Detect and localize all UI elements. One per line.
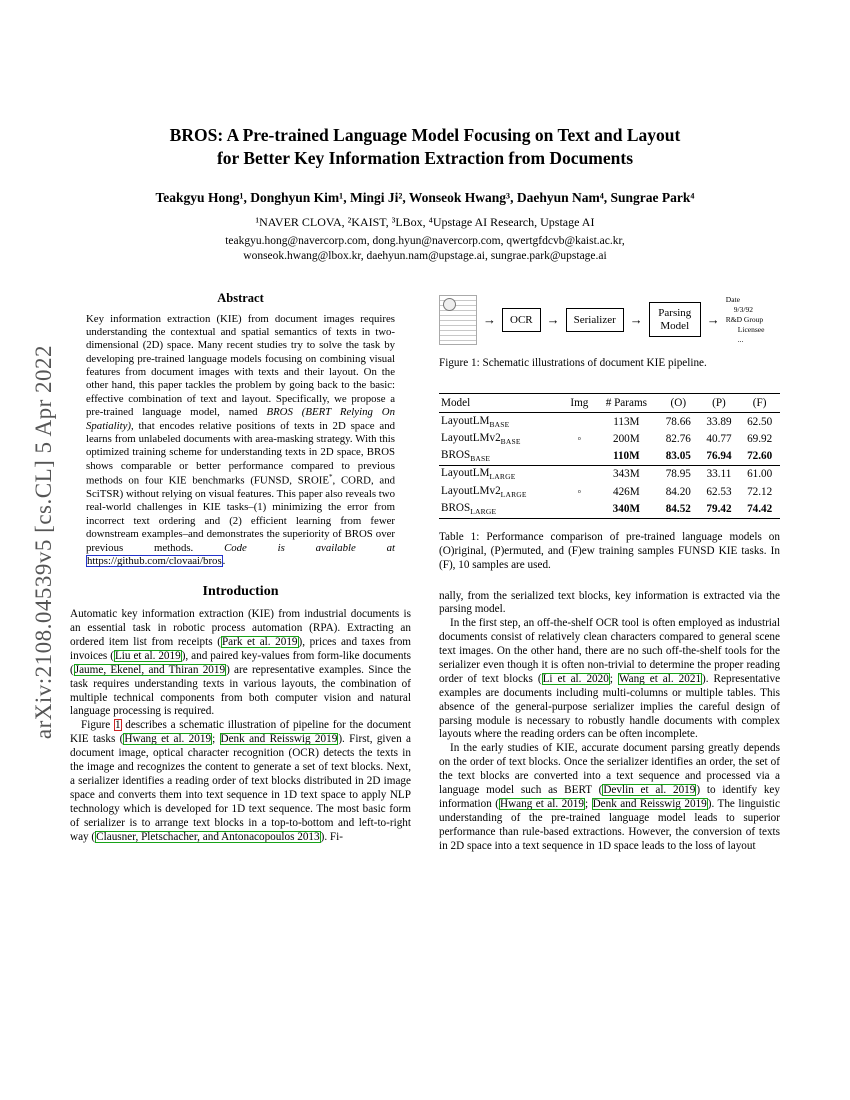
paper-header <box>0 0 850 265</box>
citation-link[interactable]: Hwang et al. 2019 <box>500 797 584 810</box>
two-column-body <box>0 265 850 854</box>
table-row <box>439 483 780 500</box>
text-segment: ). The linguistic understanding of the pre-trained language model leads to superior performance than rule-based extractions. However, the conversion of texts in 2D space into a text sequence in 1D space leads to the loss of layout <box>439 797 780 852</box>
paper-title <box>0 124 850 170</box>
citation-link[interactable]: Wang et al. 2021 <box>618 672 702 685</box>
table-row <box>439 465 780 483</box>
cell-model: $BROS_{LARGE}$ <box>441 501 497 517</box>
table-row <box>439 413 780 431</box>
cell-img <box>564 448 595 466</box>
right-column-text <box>439 590 780 854</box>
cell-original: 78.66 <box>665 415 691 428</box>
cell-original: 83.05 <box>658 448 699 466</box>
document-image-thumbnail <box>439 295 477 345</box>
text-segment: ; <box>585 797 592 810</box>
col-header-few: (F) <box>739 394 780 413</box>
citation-link[interactable]: Clausner, Pletschacher, and Antonacopoulos 2013 <box>96 830 320 843</box>
text-segment: In the early studies of KIE, accurate document parsing greatly depends on the order of text blocks. Once the serializer identifies an order, the set of the text blocks are converted into a text sequence and processed via a language model such as BERT ( <box>439 742 780 797</box>
col-header-model: Model <box>439 394 564 413</box>
citation-link[interactable]: Hwang et al. 2019 <box>124 733 212 746</box>
affiliations-line: ¹NAVER CLOVA, ²KAIST, ³LBox, ⁴Upstage AI Research, Upstage AI <box>255 214 595 229</box>
text-segment: BROS (BERT Relying On Spatiality) <box>86 406 395 432</box>
abstract-heading: Abstract <box>217 290 264 305</box>
emails-block <box>0 234 850 265</box>
serializer-box: Serializer <box>566 308 624 333</box>
authors-line: Teakgyu Hong¹, Donghyun Kim¹, Mingi Ji², Wonseok Hwang³, Daehyun Nam⁴, Sungrae Park⁴ <box>155 189 695 205</box>
cell-model: LayoutLM$_{LARGE}$ <box>441 467 516 482</box>
cell-few: 69.92 <box>747 433 773 445</box>
paper-title-line1: BROS: A Pre-trained Language Model Focusing on Text and Layout <box>169 125 681 145</box>
arrow-right-icon: → <box>483 311 496 327</box>
cell-params: 340M <box>612 502 641 515</box>
citation-link[interactable]: Park et al. 2019 <box>221 636 298 649</box>
text-segment: Automatic key information extraction (KIE) from industrial documents is an essential task in robotic process automation (RPA). Extracting an ordered item list from receipts ( <box>70 608 411 649</box>
table-1-caption: Table 1: Performance comparison of pre-trained language models on (O)riginal, (P)ermuted, and (F)ew training samples FUNSD KIE tasks. In (F), 10 samples are used. <box>439 530 780 571</box>
cell-params: 426M <box>612 485 640 498</box>
col-header-params: # Params <box>595 394 658 413</box>
document-stamp-icon <box>443 298 456 311</box>
text-segment: ; <box>609 672 618 685</box>
table-row <box>439 448 780 466</box>
cell-img <box>564 413 595 431</box>
cell-original: 84.20 <box>665 485 691 498</box>
paragraph <box>70 719 411 844</box>
table-row <box>439 430 780 447</box>
cell-few: 72.12 <box>747 485 773 498</box>
text-segment: Key information extraction (KIE) from document images requires understanding the contextual and spatial semantics of texts in two-dimensional (2D) space. Many recent studies try to solve the task by developing pre-trained language models focusing on combining visual features from document images with texts and their layout. On the other hand, this paper tackles the problem by going back to the basic: effective combination of text and layout. Specifically, we propose a pre-trained language model, named <box>86 312 395 419</box>
arrow-right-icon: → <box>706 311 720 327</box>
text-segment: ). Fi- <box>320 830 343 843</box>
arxiv-banner: arXiv:2108.04539v5 [cs.CL] 5 Apr 2022 <box>31 344 56 740</box>
parsing-model-box: Parsing Model <box>649 302 701 337</box>
text-segment: ). Representative examples are documents including multi-columns or multiple tables. This absence of the general-purpose serializer implies the careful design of parsing module is necessary to robustly handle documents with complex layouts where the reading orders can be often incomplete. <box>439 672 781 741</box>
cell-model: LayoutLM$_{BASE}$ <box>441 414 510 429</box>
emails-line2: wonseok.hwang@lbox.kr, daehyun.nam@upstage.ai, sungrae.park@upstage.ai <box>243 250 607 263</box>
emails-line1: teakgyu.hong@navercorp.com, dong.hyun@navercorp.com, qwertgfdcvb@kaist.ac.kr, <box>225 234 625 247</box>
arrow-right-icon: → <box>546 311 560 327</box>
paragraph <box>439 742 780 853</box>
cell-params: 110M <box>595 448 658 466</box>
citation-link[interactable]: Denk and Reisswig 2019 <box>592 797 707 810</box>
abstract-text <box>70 313 411 569</box>
cell-original: 78.95 <box>665 468 691 481</box>
text-segment: ; <box>212 733 220 746</box>
cell-original: 82.76 <box>665 433 691 445</box>
cell-permuted: 62.53 <box>706 485 732 498</box>
citation-link[interactable]: Jaume, Ekenel, and Thiran 2019 <box>74 663 226 676</box>
figure-1-pipeline <box>439 295 780 346</box>
section-heading-introduction: Introduction <box>202 584 279 600</box>
cell-params: 343M <box>612 468 640 481</box>
table-header-row <box>439 394 780 413</box>
citation-link[interactable]: Li et al. 2020 <box>542 672 609 685</box>
col-header-original: (O) <box>658 394 699 413</box>
cell-img <box>564 465 595 483</box>
figure-output-line: 9/3/92 <box>733 304 753 314</box>
cell-permuted: 33.89 <box>706 415 732 428</box>
figure-output-line: Date <box>725 294 740 304</box>
paragraph <box>70 608 411 719</box>
ocr-box: OCR <box>502 308 541 333</box>
text-segment: , CORD, and SciTSR) without relying on visual features. This paper also reveals two real-world challenges in KIE tasks–(1) minimizing the error from incorrect text ordering and (2) efficient learning from fewer downstream examples–and demonstrates the superiority of BROS over previous methods. <box>86 474 395 554</box>
cell-few: 72.60 <box>739 448 780 466</box>
cell-img: ◦ <box>577 485 582 498</box>
text-segment: ). First, given a document image, optical character recognition (OCR) detects the texts in the image and recognizes the content to generate a set of text blocks. Next, a serializer identifies a reading order of text blocks distributed in 2D image space and converts them into text sequence in 1D text space to apply NLP technology which is developed for 1D text sequence. The most basic form of serializer is to arrange text blocks in a top-to-bottom and left-to-right way ( <box>70 733 411 843</box>
cell-few: 61.00 <box>747 468 773 481</box>
table-1-performance <box>439 393 780 518</box>
paragraph <box>439 590 780 618</box>
text-segment: ) are representative examples. Since the task requires understanding texts in various layouts, the combination of multiple technical components from both computer vision and natural language processing is required. <box>70 663 411 718</box>
cell-model: $LayoutLMv2_{LARGE}$ <box>441 484 527 499</box>
figure-output-line: ... <box>737 335 744 345</box>
cell-original: 84.52 <box>665 502 691 515</box>
cell-img <box>564 500 595 518</box>
citation-link[interactable]: Liu et al. 2019 <box>114 649 181 662</box>
text-segment: . <box>222 554 226 567</box>
text-segment: nally, from the serialized text blocks, key information is extracted via the parsing model. <box>439 589 780 616</box>
right-column <box>439 291 780 854</box>
text-segment: , that encodes relative positions of texts in 2D space and learns from unlabeled documents with area-masking strategy. With this optimized training scheme for understanding texts in 2D space, BROS shows comparable or better performance compared to previous methods on four KIE benchmarks (FUNSD, SROIE <box>86 419 395 487</box>
arrow-right-icon: → <box>629 311 643 327</box>
paper-title-line2: for Better Key Information Extraction from Documents <box>216 147 634 168</box>
cell-img: ◦ <box>577 433 582 445</box>
text-segment: ), prices and taxes from invoices ( <box>70 636 412 662</box>
cell-permuted: 33.11 <box>706 468 732 481</box>
text-segment: Figure <box>81 719 114 732</box>
cell-params: 200M <box>612 433 640 445</box>
citation-link[interactable]: Devlin et al. 2019 <box>603 784 696 797</box>
table-row <box>439 500 780 518</box>
col-header-img: Img <box>564 394 595 413</box>
url-link[interactable]: https://github.com/clovaai/bros <box>87 554 222 567</box>
cell-permuted: 40.77 <box>706 433 732 445</box>
figure-output-line: Licensee <box>737 324 765 334</box>
col-header-permuted: (P) <box>699 394 740 413</box>
text-segment: ) to identify key information ( <box>439 784 780 810</box>
text-segment: describes a schematic illustration of pipeline for the document KIE tasks ( <box>70 719 411 746</box>
cell-params: 113M <box>613 415 640 428</box>
citation-link[interactable]: Denk and Reisswig 2019 <box>220 733 338 746</box>
cell-permuted: 79.42 <box>706 502 732 515</box>
paragraph <box>439 617 780 742</box>
text-segment: Code is available at <box>224 541 395 554</box>
cell-model: $BROS_{BASE}$ <box>439 448 564 466</box>
cell-permuted: 76.94 <box>699 448 740 466</box>
left-column <box>70 291 411 854</box>
cell-few: 62.50 <box>747 415 773 428</box>
text-segment: In the first step, an off-the-shelf OCR tool is often employed as industrial documents consist of relatively clean characters compared to general scene text images. On the other hand, there are no such off-the-shelf tools for the serializer even though it is often non-trivial to determine the proper reading order of text blocks ( <box>439 617 780 685</box>
figure-output-line: R&D Group <box>725 314 764 324</box>
text-segment: ), and paired key-values from form-like documents ( <box>70 649 411 676</box>
figure-ref[interactable]: 1 <box>114 719 121 732</box>
figure-output-text <box>726 295 780 346</box>
cell-few: 74.42 <box>747 502 773 515</box>
figure-1-caption: Figure 1: Schematic illustrations of document KIE pipeline. <box>439 357 707 370</box>
text-segment: * <box>328 473 333 482</box>
cell-model: $LayoutLMv2_{BASE}$ <box>441 431 521 447</box>
